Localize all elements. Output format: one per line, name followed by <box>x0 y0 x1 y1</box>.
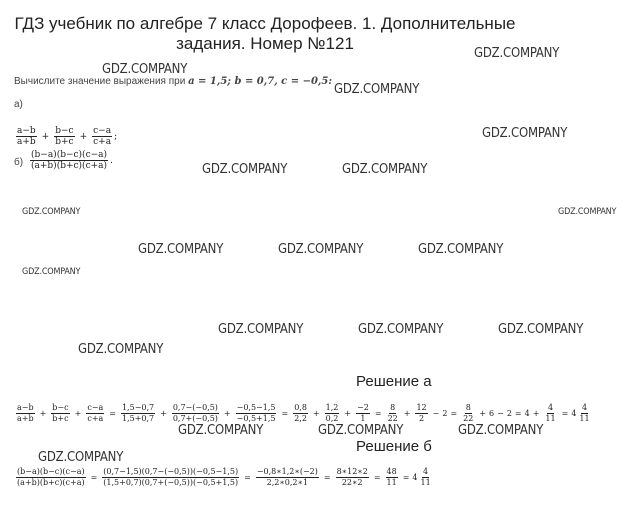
term: 2 <box>442 409 448 418</box>
page-title <box>0 14 530 54</box>
equals-sign: = <box>561 409 569 418</box>
numerator: (b−a)(b−c)(c−a) <box>31 150 108 160</box>
numerator: a−b <box>17 126 36 136</box>
numerator: 0,7−(−0,5) <box>172 403 218 412</box>
plus-sign: + <box>344 409 352 418</box>
denominator: 2,2 <box>294 414 307 423</box>
equals-sign: = <box>373 473 381 482</box>
denominator: 1 <box>360 414 366 423</box>
fraction <box>336 467 369 488</box>
fraction <box>51 403 69 424</box>
numerator: b−c <box>52 403 69 412</box>
term: 4 <box>571 409 577 418</box>
fraction <box>86 403 104 424</box>
fraction <box>16 467 86 488</box>
numerator: 4 <box>423 467 429 476</box>
watermark: GDZ.COMPANY <box>498 322 584 337</box>
denominator: 0,2 <box>325 414 339 423</box>
plus-sign: + <box>532 409 540 418</box>
denominator: b+c <box>55 137 74 147</box>
numerator: (b−a)(b−c)(c−a) <box>17 467 85 476</box>
term: 6 <box>489 409 495 418</box>
solution-a-equation <box>14 403 593 424</box>
fraction <box>236 403 277 424</box>
plus-sign: + <box>74 409 82 418</box>
fraction <box>415 403 427 424</box>
punctuation: . <box>110 155 113 166</box>
watermark: GDZ.COMPANY <box>334 82 420 97</box>
numerator: 8 <box>465 403 471 412</box>
equals-sign: = <box>244 473 251 482</box>
equals-sign: = <box>109 409 116 418</box>
denominator: 11 <box>545 414 556 423</box>
solution-a-heading: Решение а <box>356 373 432 390</box>
fraction <box>386 467 398 488</box>
fraction <box>121 403 155 424</box>
watermark: GDZ.COMPANY <box>102 62 188 77</box>
watermark: GDZ.COMPANY <box>202 162 288 177</box>
denominator: 22 <box>463 414 474 423</box>
title-line-1: ГДЗ учебник по алгебре 7 класс Дорофеев. 1. Дополнительные <box>14 14 516 33</box>
denominator: (a+b)(b+c)(c+a) <box>31 161 108 171</box>
term: 4 <box>524 409 530 418</box>
fraction <box>544 403 556 424</box>
watermark: GDZ.COMPANY <box>342 162 428 177</box>
watermark: GDZ.COMPANY <box>458 423 544 438</box>
title-line-2: задания. Номер №121 <box>176 34 354 53</box>
numerator: b−c <box>55 126 74 136</box>
equals-sign: = <box>281 409 289 418</box>
fraction <box>30 150 108 171</box>
term: 2 <box>506 409 512 418</box>
denominator: −0,5+1,5 <box>236 414 276 423</box>
watermark: GDZ.COMPANY <box>358 322 444 337</box>
fraction <box>102 467 239 488</box>
numerator: (0,7−1,5)(0,7−(−0,5))(−0,5−1,5) <box>103 467 239 476</box>
solution-b-equation <box>14 467 434 488</box>
numerator: 48 <box>386 467 397 476</box>
fraction <box>256 467 319 488</box>
fraction <box>293 403 308 424</box>
equals-sign: = <box>402 473 410 482</box>
plus-sign: + <box>160 409 167 418</box>
watermark: GDZ.COMPANY <box>558 207 617 217</box>
numerator: 4 <box>547 403 554 412</box>
term: 4 <box>412 473 418 482</box>
equals-sign: = <box>90 473 98 482</box>
fraction <box>420 467 432 488</box>
numerator: a−b <box>17 403 34 412</box>
plus-sign: + <box>39 409 47 418</box>
watermark: GDZ.COMPANY <box>218 322 304 337</box>
watermark: GDZ.COMPANY <box>138 242 224 257</box>
watermark: GDZ.COMPANY <box>418 242 504 257</box>
minus-sign: − <box>432 409 440 418</box>
denominator: 2 <box>419 414 425 423</box>
denominator: a+b <box>17 414 34 423</box>
watermark: GDZ.COMPANY <box>78 342 164 357</box>
denominator: a+b <box>17 137 36 147</box>
denominator: c+a <box>93 137 112 147</box>
watermark: GDZ.COMPANY <box>22 267 81 277</box>
fraction <box>54 126 74 147</box>
plus-sign: + <box>79 131 88 142</box>
equals-sign: = <box>374 409 382 418</box>
fraction <box>92 126 112 147</box>
numerator: −0,8∗1,2∗(−2) <box>256 467 318 476</box>
watermark: GDZ.COMPANY <box>22 207 81 217</box>
expression-b <box>28 150 113 171</box>
minus-sign: − <box>497 409 504 418</box>
denominator: 0,7+(−0,5) <box>172 414 218 423</box>
numerator: −0,5−1,5 <box>236 403 276 412</box>
watermark: GDZ.COMPANY <box>474 46 560 61</box>
watermark: GDZ.COMPANY <box>178 423 264 438</box>
plus-sign: + <box>312 409 320 418</box>
fraction <box>16 403 35 424</box>
equals-sign: = <box>514 409 522 418</box>
fraction <box>325 403 340 424</box>
expression-a <box>14 126 117 147</box>
denominator: 2,2∗0,2∗1 <box>266 478 309 487</box>
denominator: 11 <box>579 414 590 423</box>
denominator: 11 <box>420 478 431 487</box>
watermark: GDZ.COMPANY <box>318 423 404 438</box>
part-b-label: б) <box>14 157 24 168</box>
task-values: a = 1,5; b = 0,7, c = −0,5: <box>188 76 333 87</box>
fraction <box>462 403 474 424</box>
solution-b-heading: Решение б <box>356 438 432 455</box>
numerator: −2 <box>357 403 369 412</box>
denominator: 1,5+0,7 <box>121 414 155 423</box>
numerator: 4 <box>581 403 588 412</box>
fraction <box>172 403 219 424</box>
fraction <box>387 403 399 424</box>
denominator: (a+b)(b+c)(c+a) <box>17 478 85 487</box>
fraction <box>356 403 370 424</box>
numerator: c−a <box>93 126 112 136</box>
denominator: (1,5+0,7)(0,7+(−0,5))(−0,5+1,5) <box>103 478 239 487</box>
denominator: b+c <box>52 414 69 423</box>
denominator: c+a <box>87 414 104 423</box>
numerator: c−a <box>87 403 104 412</box>
equals-sign: = <box>450 409 458 418</box>
numerator: 12 <box>416 403 427 412</box>
fraction <box>16 126 37 147</box>
denominator: 11 <box>386 478 397 487</box>
task-text: Вычислите значение выражения при <box>14 76 186 87</box>
task-statement <box>14 76 332 87</box>
numerator: 0,8 <box>294 403 307 412</box>
part-a-label: а) <box>14 99 23 110</box>
equals-sign: = <box>323 473 331 482</box>
punctuation: ; <box>114 131 118 142</box>
denominator: 22 <box>387 414 398 423</box>
numerator: 8 <box>390 403 396 412</box>
numerator: 8∗12∗2 <box>336 467 368 476</box>
watermark: GDZ.COMPANY <box>482 126 568 141</box>
fraction <box>578 403 590 424</box>
denominator: 22∗2 <box>341 478 363 487</box>
plus-sign: + <box>223 409 231 418</box>
watermark: GDZ.COMPANY <box>278 242 364 257</box>
numerator: 1,5−0,7 <box>121 403 155 412</box>
watermark: GDZ.COMPANY <box>38 450 124 465</box>
plus-sign: + <box>479 409 487 418</box>
plus-sign: + <box>41 131 50 142</box>
numerator: 1,2 <box>325 403 339 412</box>
plus-sign: + <box>403 409 411 418</box>
